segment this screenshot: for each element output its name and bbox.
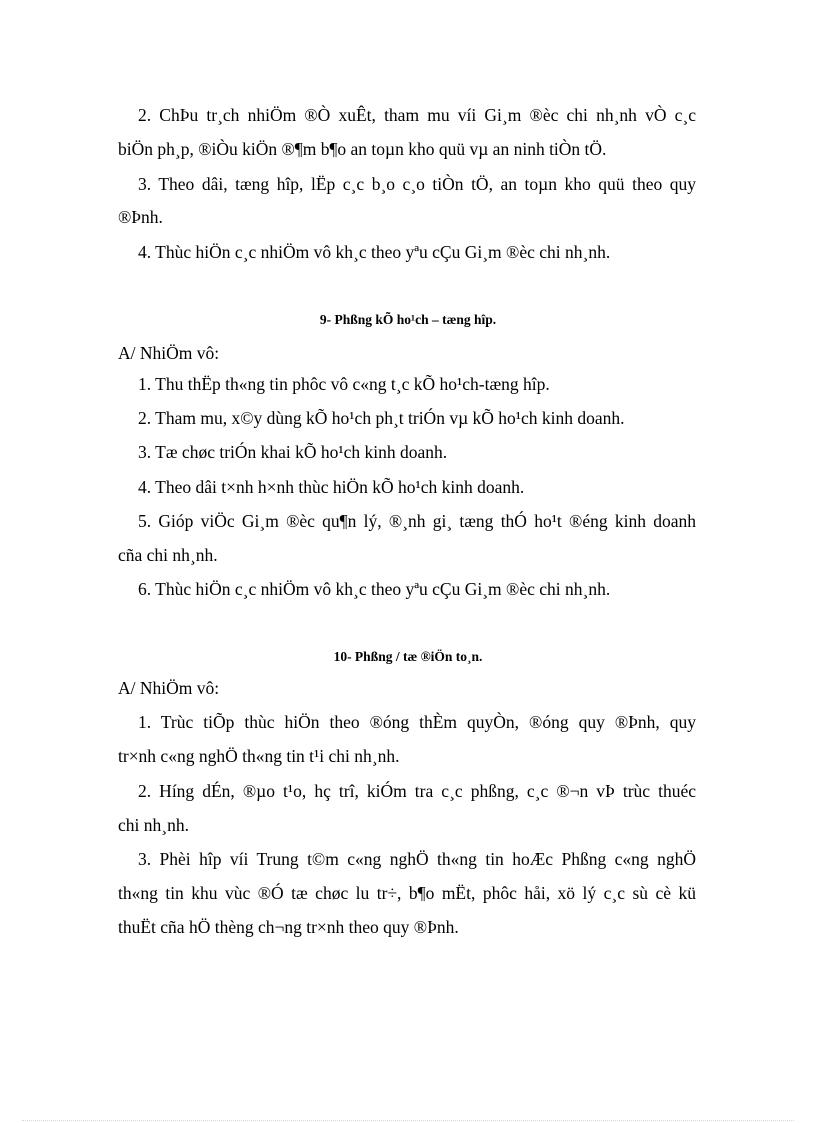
section10-item-1-line-2: tr×nh c«ng nghÖ th«ng tin t¹i chi nh¸nh.	[118, 746, 400, 766]
section9-task-label: A/ NhiÖm vô:	[118, 343, 220, 363]
section9-item-1: 1. Thu thËp th«ng tin phôc vô c«ng t¸c kÕ ho¹ch-tæng hîp.	[138, 374, 550, 394]
section9-heading: 9- Phßng kÕ ho¹ch – tæng hîp.	[319, 312, 497, 327]
section9-item-4: 4. Theo dâi t×nh h×nh thùc hiÖn kÕ ho¹ch kinh doanh.	[138, 477, 525, 497]
section9-item-6: 6. Thùc hiÖn c¸c nhiÖm vô kh¸c theo yªu cÇu Gi¸m ®èc chi nh¸nh.	[138, 579, 611, 599]
section10-item-3-line-1: 3. Phèi hîp víi Trung t©m c«ng nghÖ th«ng tin hoÆc Phßng c«ng nghÖ	[138, 849, 696, 869]
section10-item-2-line-2: chi nh¸nh.	[118, 815, 189, 835]
section8-item-3-line-2: ®Þnh.	[118, 207, 163, 227]
section9-item-5-line-1: 5. Gióp viÖc Gi¸m ®èc qu¶n lý, ®¸nh gi¸ tæng thÓ ho¹t ®éng kinh doanh	[138, 511, 696, 531]
section10-item-3-line-2: th«ng tin khu vùc ®Ó tæ chøc lu tr÷, b¶o mËt, phôc håi, xö lý c¸c sù cè kü	[118, 883, 696, 903]
section10-item-1-line-1: 1. Trùc tiÕp thùc hiÖn theo ®óng thÈm quyÒn, ®óng quy ®Þnh, quy	[138, 712, 696, 732]
section8-item-2-line-2: biÖn ph¸p, ®iÒu kiÖn ®¶m b¶o an toµn kho quü vµ an ninh tiÒn tÖ.	[118, 139, 607, 159]
section10-item-3-line-3: thuËt cña hÖ thèng ch¬ng tr×nh theo quy ®Þnh.	[118, 917, 459, 937]
section10-task-label: A/ NhiÖm vô:	[118, 678, 220, 698]
section8-item-4: 4. Thùc hiÖn c¸c nhiÖm vô kh¸c theo yªu cÇu Gi¸m ®èc chi nh¸nh.	[138, 242, 611, 262]
section8-item-2-line-1: 2. ChÞu tr¸ch nhiÖm ®Ò xuÊt, tham mu víi Gi¸m ®èc chi nh¸nh vÒ c¸c	[138, 105, 696, 125]
section9-item-2: 2. Tham mu, x©y dùng kÕ ho¹ch ph¸t triÓn vµ kÕ ho¹ch kinh doanh.	[138, 408, 625, 428]
page-bottom-rule	[22, 1120, 794, 1121]
section8-item-3-line-1: 3. Theo dâi, tæng hîp, lËp c¸c b¸o c¸o tiÒn tÖ, an toµn kho quü theo quy	[138, 174, 696, 194]
section10-item-2-line-1: 2. Híng dÉn, ®µo t¹o, hç trî, kiÓm tra c¸c phßng, c¸c ®¬n vÞ trùc thuéc	[138, 781, 696, 801]
section10-heading: 10- Phßng / tæ ®iÖn to¸n.	[333, 649, 483, 664]
section9-item-3: 3. Tæ chøc triÓn khai kÕ ho¹ch kinh doanh.	[138, 442, 448, 462]
section9-item-5-line-2: cña chi nh¸nh.	[118, 545, 218, 565]
